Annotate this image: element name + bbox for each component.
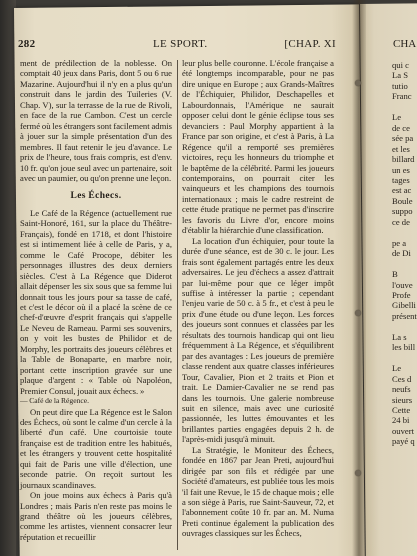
paragraph: La Stratégie, le Moniteur des Échecs, fondée en 1867 par Jean Preti, aujourd'hui dirigée par son fils et rédigée par une Société d'amateurs, est publiée tous les mois 'il fait une Revue, le 15 de chaque mois ; elle a son siège à Paris, rue Saint-Sauveur, 72, et l'abonnement coûte 10 fr. par an. M. Numa Preti continue également la publication des ouvrages classiques sur les Échecs, (182, 444, 334, 539)
text-line-fragment: 24 bi (392, 415, 410, 426)
text-line-fragment: et les (392, 143, 410, 154)
text-line-fragment (392, 102, 417, 112)
running-title: LE SPORT. (153, 38, 208, 50)
text-line-fragment: qui c (392, 60, 409, 70)
left-text-column (20, 58, 172, 542)
text-line-fragment: présent (392, 310, 417, 321)
binding-stitch (355, 470, 361, 476)
text-line-fragment: B (392, 269, 398, 280)
text-line-fragment (392, 227, 417, 237)
text-line-fragment: La S (392, 70, 408, 81)
right-text-column (182, 58, 334, 539)
text-line-fragment: ouvert (392, 425, 414, 436)
text-line-fragment: payé q (392, 436, 415, 447)
binding-stitch (355, 310, 361, 316)
text-line-fragment: de ce (392, 122, 410, 133)
running-header (18, 38, 336, 52)
paragraph: leur plus belle couronne. L'école française a été longtemps incomparable, pour ne pas dire unique en Europe ; aux Grands-Maîtres de l'Échiquier, Philidor, Deschapelles et Labourdonnais, l'Amérique ne saurait opposer celui dont le génie éclipse tous ses devanciers : Paul Morphy appartient à la France par son origine, et c'est à Paris, à La Régence qu'il a remporté ses premières victoires, reçu les honneurs du triomphe et le baptême de la célébrité. Parmi les joueurs contemporains, on pourrait citer les vainqueurs et les champions des tournois internationaux ; mais le cadre restreint de cette étude pratique ne permet pas d'inscrire les favoris du Livre d'or, encore moins d'établir la hiérarchie d'une classification. (182, 58, 334, 236)
text-line-fragment: Cette (392, 404, 411, 415)
chapter-label: [CHAP. XI (284, 38, 336, 50)
right-page-header: CHA (393, 38, 417, 50)
paragraph: ment de prédilection de la noblesse. On comptait 40 jeux dans Paris, dont 5 ou 6 rue Mazarine. Aujourd'hui il n'y en a plus qu'un construit dans le jardin des Tuileries (V. Chap. V), sur la terrasse de la rue de Rivoli, en face de la rue Cambon. C'est un cercle fermé où les étrangers sont facilement admis à jouer sur la simple présentation d'un des membres. Il faut retenir le jeu d'avance. Le prix de l'heure, tous frais compris, est d'env. 10 fr. qu'on joue seul avec un partenaire, soit avec un paumier, ou qu'on prenne une leçon. (20, 58, 172, 183)
text-line-fragment: pe a (392, 237, 407, 248)
desk-background (0, 0, 16, 556)
text-line-fragment: est ac (392, 185, 412, 196)
column-rule (177, 60, 178, 550)
text-line-fragment: tutio (392, 80, 408, 91)
text-line-fragment: sieurs (392, 394, 413, 405)
text-line-fragment: La s (392, 331, 407, 342)
caption: — Café de la Régence. (20, 396, 90, 406)
text-line-fragment: Le (392, 112, 402, 123)
text-line-fragment: un es (392, 164, 410, 175)
paragraph: La location d'un échiquier, pour toute la durée d'une séance, est de 30 c. le jour. Les frais sont également partagés entre les deux adversaires. Le jeu d'échecs a assez d'attrait par lui-même pour que ce léger impôt suffise à intéresser la partie ; cependant l'enjeu varie de 50 c. à 5 fr., et c'est à peu le prix d'une étude ou d'une leçon. Les forces des joueurs sont connues et classées par les résultats des tournois handicap qui ont lieu fréquemment à La Régence, et s'équilibrent par des avantages : Les joueurs de première classe rendent aux quatre classes inférieures Tour, Cavalier, Pion et 2 traits et Pion et trait. Le Damier-Cavalier ne se rend pas dans les tournois. Une galerie nombreuse suit en silence, mais avec une curiosité passionnée, les luttes émouvantes et les brillantes parties engagées depuis 2 h. de l'après-midi jusqu'à minuit. (182, 235, 334, 445)
text-line-fragment: Boule (392, 195, 413, 206)
text-line-fragment (392, 259, 417, 269)
text-line-fragment: billard (392, 154, 415, 165)
text-line-fragment: Gibelli (392, 300, 416, 311)
text-line-fragment: suppo (392, 206, 413, 217)
text-line-fragment: Profe (392, 289, 411, 300)
page-number: 282 (18, 38, 36, 50)
paragraph: On peut dire que La Régence est le Salon des Échecs, où sont le calme d'un cercle à la liberté d'un café. Une courtoisie toute française est de tradition entre les habitués, et les étrangers y trouvent cette hospitalité qui fait de Paris une ville d'élection, une seconde patrie. On reçoit surtout les journaux scandinaves. (20, 406, 172, 490)
text-line-fragment (392, 321, 417, 331)
section-heading: Les Échecs. (70, 191, 122, 202)
text-line-fragment: les bill (392, 342, 416, 353)
paragraph: On joue moins aux échecs à Paris qu'à Londres ; mais Paris n'en reste pas moins le grand théâtre où les joueurs célèbres, comme les artistes, viennent consacrer leur réputation et recueillir (20, 490, 172, 542)
text-line-fragment: Franc (392, 91, 412, 102)
text-line-fragment: sée pa (392, 133, 414, 144)
text-line-fragment: Ces d (392, 373, 412, 384)
paragraph: Le Café de la Régence (actuellement rue Saint-Honoré, 161, sur la place du Théâtre-Français), fondé en 1718, et dont l'histoire est si intimement liée à celle de Paris, y a, comme le Café Procope, débiter les personnages illustres des deux derniers siècles. C'est à La Régence que Diderot allait dépenser les six sous que sa femme lui donnait tous les jours pour sa tasse de café, et c'est le décor où il a placé la scène de ce chef-d'œuvre d'esprit français qui s'appelle Le Neveu de Rameau. Parmi ses souvenirs, on y voit les bustes de Philidor et de Morphy, les portraits des joueurs célèbres et la Table de Bonaparte, en marbre noir, portant cette inscription gravée sur une plaque d'argent : « Table où Napoléon, Premier Consul, jouait aux échecs. » (20, 207, 172, 396)
text-line-fragment: de Di (392, 248, 411, 259)
text-line-fragment: l'ouve (392, 279, 413, 290)
binding-stitch (355, 80, 361, 86)
right-page-text-fragments (392, 60, 417, 447)
text-line-fragment: neufs (392, 384, 411, 395)
text-line-fragment (392, 353, 417, 363)
text-line-fragment: ce de (392, 216, 410, 227)
text-line-fragment: tages (392, 174, 410, 185)
text-line-fragment: Le (392, 363, 402, 374)
